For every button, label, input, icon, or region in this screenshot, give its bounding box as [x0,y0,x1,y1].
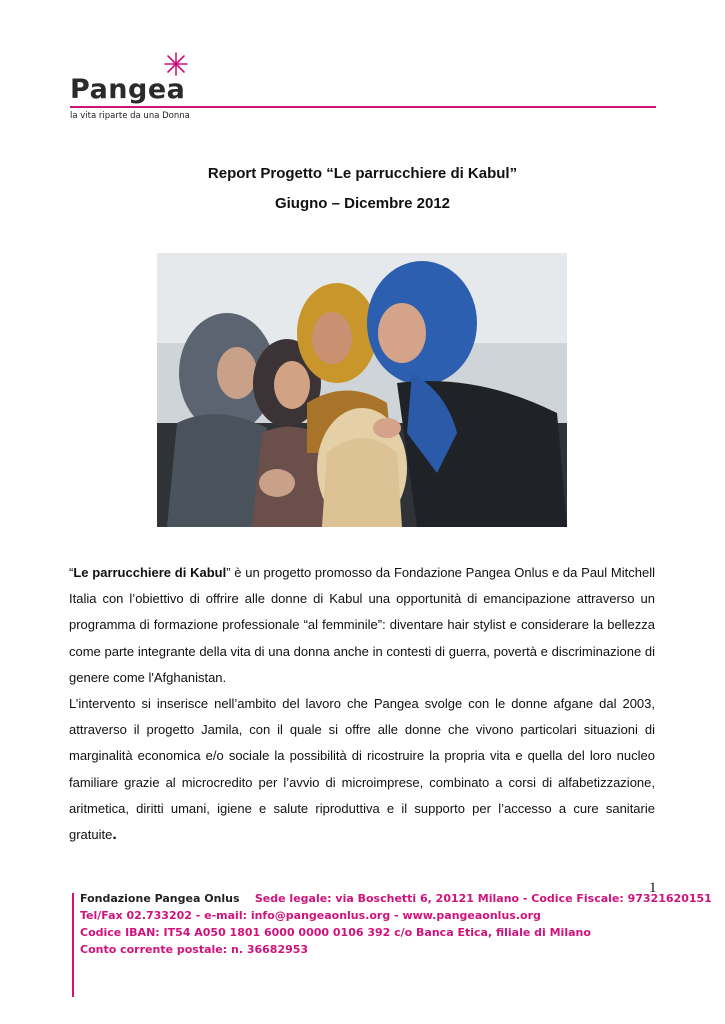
footer-org: Fondazione Pangea Onlus [80,892,240,905]
report-title: Report Progetto “Le parrucchiere di Kabul” [207,165,518,182]
body-text [69,560,655,848]
footer-divider [72,893,74,997]
pangea-logo [70,52,210,122]
header-divider [70,106,656,108]
footer [80,890,712,958]
photo-hairdressing-training-icon [157,253,567,527]
logo-wordmark: Pangea [70,74,186,105]
project-name: Le parrucchiere di Kabul [73,565,227,580]
footer-contacts: Tel/Fax 02.733202 - e-mail: info@pangeaonlus.org - www.pangeaonlus.org [80,909,541,922]
paragraph-context-text: L’intervento si inserisce nell’ambito del lavoro che Pangea svolge con le donne afgane dal 2003, attraverso il progetto Jamila, con il quale si offre alle donne che vivono particolari situazioni di marginalità economica e/o sociale la possibilità di ricostruire la propria vita e quella del loro nucleo familiare grazie al microcredito per l’avvio di microimprese, combinato a corsi di alfabetizzazione, aritmetica, diritti umani, igiene e salute riproduttiva e il supporto per l’accesso a cure sanitarie gratuite [69,696,655,843]
paragraph-intro [69,560,655,691]
logo-tagline: la vita riparte da una Donna [70,111,190,121]
page-number: 1 [649,880,657,896]
paragraph-intro-text: ” è un progetto promosso da Fondazione Pangea Onlus e da Paul Mitchell Italia con l’obiettivo di offrire alle donne di Kabul una opportunità di emancipazione attraverso un programma di formazione professionale “al femminile”: diventare hair stylist e considerare la bellezza come parte integrante della vita di una donna anche in contesti di guerra, povertà e discriminazione di genere come l'Afghanistan. [69,565,655,685]
footer-iban: Codice IBAN: IT54 A050 1801 6000 0000 0106 392 c/o Banca Etica, filiale di Milano [80,926,591,939]
paragraph-context [69,691,655,848]
star-icon [164,52,188,76]
footer-legal: Sede legale: via Boschetti 6, 20121 Milano - Codice Fiscale: 97321620151 [254,892,712,905]
footer-postal: Conto corrente postale: n. 36682953 [80,943,309,956]
report-period: Giugno – Dicembre 2012 [274,195,451,212]
footer-line-1 [80,890,712,907]
paragraph-end-period: . [112,826,117,844]
open-quote: “ [69,565,74,580]
project-photo [157,253,567,527]
